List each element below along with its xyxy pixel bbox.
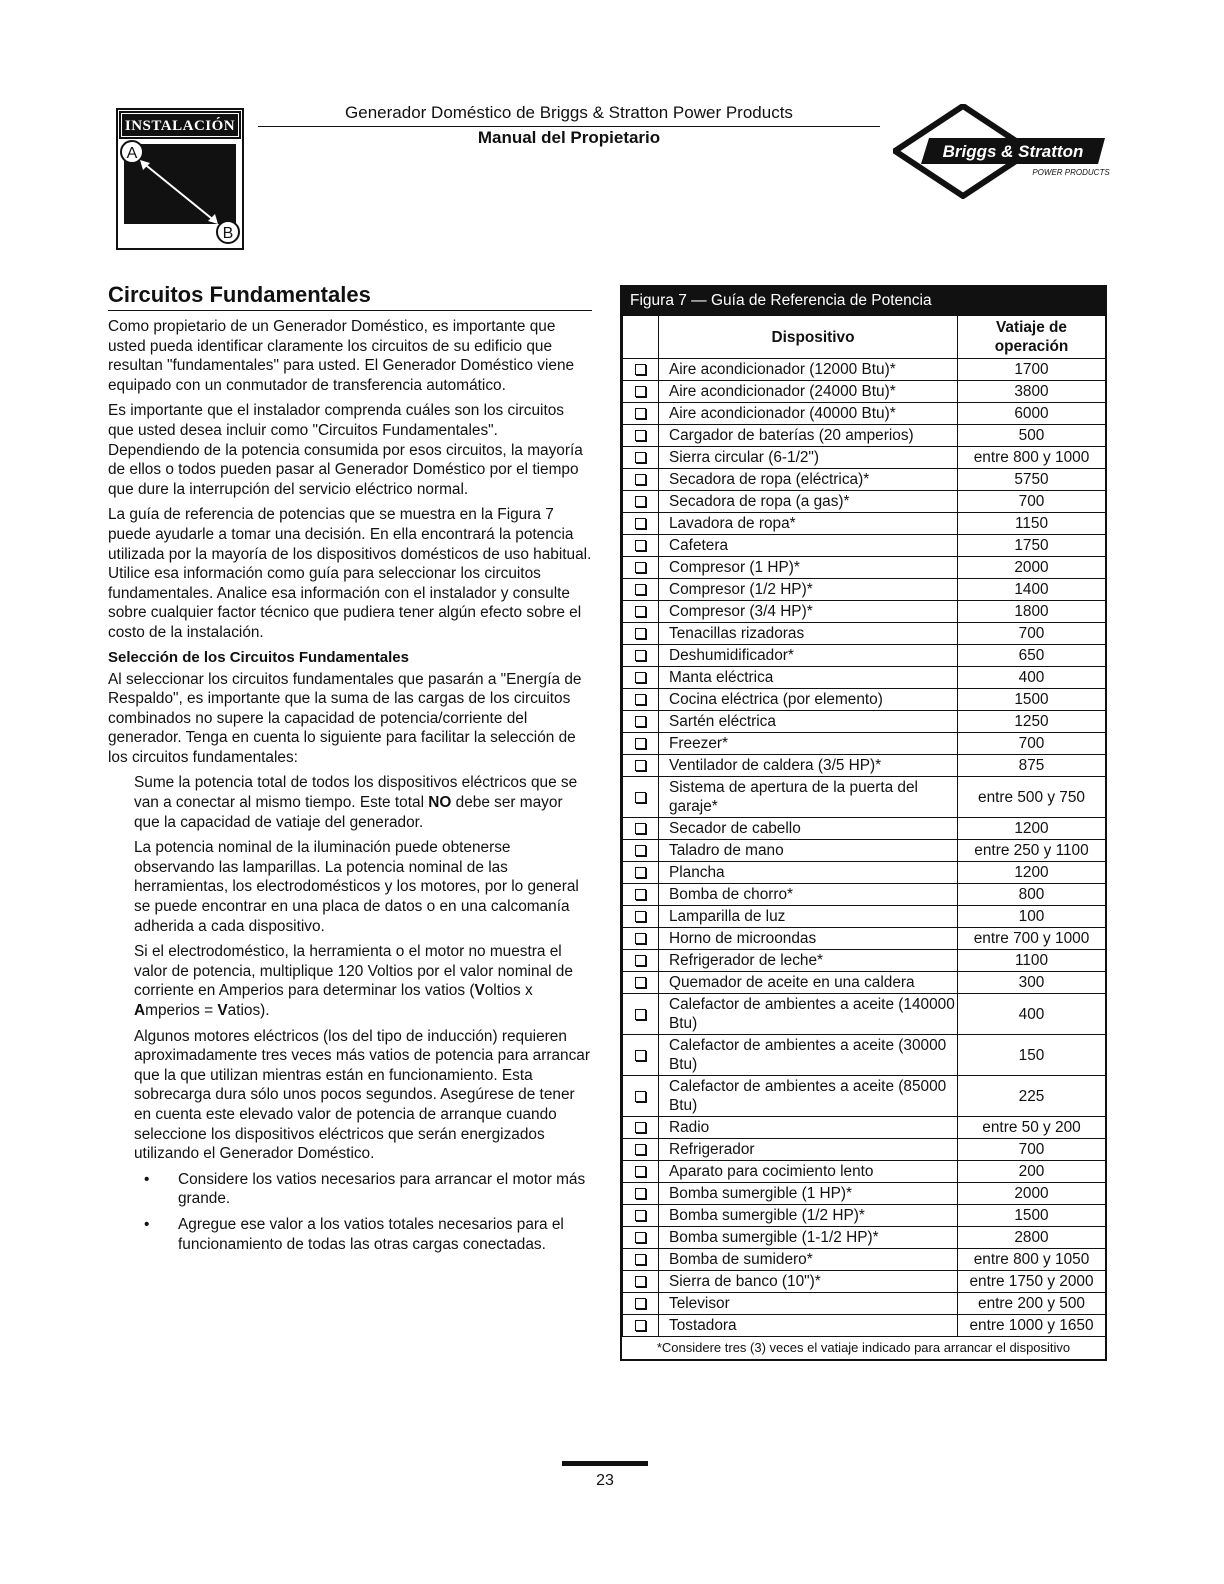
row-checkbox-cell[interactable] bbox=[623, 359, 659, 381]
table-row bbox=[623, 469, 1106, 491]
watts-cell: 800 bbox=[958, 884, 1106, 906]
checkbox-icon[interactable] bbox=[635, 738, 646, 749]
table-row bbox=[623, 733, 1106, 755]
row-checkbox-cell[interactable] bbox=[623, 1117, 659, 1139]
checkbox-icon[interactable] bbox=[635, 845, 646, 856]
watts-cell: 1500 bbox=[958, 1205, 1106, 1227]
table-row bbox=[623, 689, 1106, 711]
checkbox-icon[interactable] bbox=[635, 716, 646, 727]
row-checkbox-cell[interactable] bbox=[623, 1293, 659, 1315]
table-row bbox=[623, 1161, 1106, 1183]
device-cell: Compresor (1/2 HP)* bbox=[659, 579, 958, 601]
watts-cell: 700 bbox=[958, 733, 1106, 755]
device-cell: Ventilador de caldera (3/5 HP)* bbox=[659, 755, 958, 777]
row-checkbox-cell[interactable] bbox=[623, 840, 659, 862]
row-checkbox-cell[interactable] bbox=[623, 928, 659, 950]
checkbox-icon[interactable] bbox=[635, 1210, 646, 1221]
device-cell: Secadora de ropa (a gas)* bbox=[659, 491, 958, 513]
table-header-row bbox=[623, 316, 1106, 359]
table-row bbox=[623, 1205, 1106, 1227]
table-row bbox=[623, 777, 1106, 818]
checkbox-icon[interactable] bbox=[635, 1166, 646, 1177]
device-cell: Calefactor de ambientes a aceite (140000 Btu) bbox=[659, 994, 958, 1035]
watts-cell: 1100 bbox=[958, 950, 1106, 972]
device-cell: Bomba sumergible (1-1/2 HP)* bbox=[659, 1227, 958, 1249]
paragraph-induction-motors: Algunos motores eléctricos (los del tipo de inducción) requieren aproximadamente tres veces más vatios de potencia para arrancar que la que utilizan mientras están en funcionamiento. Esta sobrecarga dura sólo unos pocos segundos. Asegúrese de tener en cuenta este elevado valor de potencia de arranque cuando seleccione los dispositivos eléctricos que serán energizados utilizando el Generador Doméstico. bbox=[134, 1027, 590, 1163]
table-row bbox=[623, 557, 1106, 579]
device-cell: Tenacillas rizadoras bbox=[659, 623, 958, 645]
checkbox-icon[interactable] bbox=[635, 518, 646, 529]
watts-cell: 2000 bbox=[958, 1183, 1106, 1205]
paragraph-guide: La guía de referencia de potencias que se muestra en la Figura 7 puede ayudarle a tomar una decisión. En ella encontrará la potencia utilizada por la mayoría de los dispositivos domésticos de uso habitual. Utilice esa información como guía para seleccionar los circuitos fundamentales. Analice esa información con el instalador y consulte sobre cualquier factor técnico que pudiera tener algún efecto sobre el costo de la instalación. bbox=[108, 506, 592, 641]
device-cell: Bomba sumergible (1/2 HP)* bbox=[659, 1205, 958, 1227]
device-cell: Bomba de sumidero* bbox=[659, 1249, 958, 1271]
device-cell: Sartén eléctrica bbox=[659, 711, 958, 733]
point-b-label: B bbox=[222, 225, 234, 242]
checkbox-icon[interactable] bbox=[635, 364, 646, 375]
watts-column-header: Vatiaje de operación bbox=[958, 316, 1106, 359]
watts-cell: 5750 bbox=[958, 469, 1106, 491]
device-cell: Secador de cabello bbox=[659, 818, 958, 840]
checkbox-icon[interactable] bbox=[635, 496, 646, 507]
row-checkbox-cell[interactable] bbox=[623, 994, 659, 1035]
checkbox-icon[interactable] bbox=[635, 792, 646, 803]
checkbox-icon[interactable] bbox=[635, 628, 646, 639]
watts-cell: entre 50 y 200 bbox=[958, 1117, 1106, 1139]
watts-cell: 1200 bbox=[958, 818, 1106, 840]
checkbox-icon[interactable] bbox=[635, 1122, 646, 1133]
logo-wordmark: Briggs & Stratton bbox=[942, 142, 1084, 161]
row-checkbox-cell[interactable] bbox=[623, 777, 659, 818]
watts-cell: 1150 bbox=[958, 513, 1106, 535]
table-row bbox=[623, 928, 1106, 950]
page-number-bar bbox=[562, 1461, 648, 1466]
checkbox-icon[interactable] bbox=[635, 1276, 646, 1287]
checkbox-column-header bbox=[623, 316, 659, 359]
device-cell: Taladro de mano bbox=[659, 840, 958, 862]
table-row bbox=[623, 950, 1106, 972]
device-cell: Aire acondicionador (40000 Btu)* bbox=[659, 403, 958, 425]
bullet-mark: • bbox=[144, 1215, 150, 1233]
watts-cell: 700 bbox=[958, 623, 1106, 645]
row-checkbox-cell[interactable] bbox=[623, 623, 659, 645]
row-checkbox-cell[interactable] bbox=[623, 491, 659, 513]
row-checkbox-cell[interactable] bbox=[623, 972, 659, 994]
checkbox-icon[interactable] bbox=[635, 386, 646, 397]
watts-cell: 2800 bbox=[958, 1227, 1106, 1249]
device-cell: Cargador de baterías (20 amperios) bbox=[659, 425, 958, 447]
table-row bbox=[623, 535, 1106, 557]
watts-cell: 700 bbox=[958, 491, 1106, 513]
watts-cell: 6000 bbox=[958, 403, 1106, 425]
watts-cell: 200 bbox=[958, 1161, 1106, 1183]
device-cell: Cocina eléctrica (por elemento) bbox=[659, 689, 958, 711]
device-cell: Manta eléctrica bbox=[659, 667, 958, 689]
checkbox-icon[interactable] bbox=[635, 1050, 646, 1061]
row-checkbox-cell[interactable] bbox=[623, 884, 659, 906]
row-checkbox-cell[interactable] bbox=[623, 513, 659, 535]
table-row bbox=[623, 1249, 1106, 1271]
row-checkbox-cell[interactable] bbox=[623, 733, 659, 755]
checkbox-icon[interactable] bbox=[635, 408, 646, 419]
table-row bbox=[623, 513, 1106, 535]
watts-cell: entre 250 y 1100 bbox=[958, 840, 1106, 862]
section-title: Circuitos Fundamentales bbox=[108, 283, 592, 311]
row-checkbox-cell[interactable] bbox=[623, 1183, 659, 1205]
watts-cell: 1500 bbox=[958, 689, 1106, 711]
device-cell: Quemador de aceite en una caldera bbox=[659, 972, 958, 994]
device-cell: Aire acondicionador (24000 Btu)* bbox=[659, 381, 958, 403]
watts-cell: entre 1750 y 2000 bbox=[958, 1271, 1106, 1293]
row-checkbox-cell[interactable] bbox=[623, 1271, 659, 1293]
checkbox-icon[interactable] bbox=[635, 540, 646, 551]
table-row bbox=[623, 711, 1106, 733]
checkbox-icon[interactable] bbox=[635, 672, 646, 683]
table-row bbox=[623, 906, 1106, 928]
device-cell: Deshumidificador* bbox=[659, 645, 958, 667]
table-row bbox=[623, 1117, 1106, 1139]
watts-cell: 400 bbox=[958, 667, 1106, 689]
row-checkbox-cell[interactable] bbox=[623, 906, 659, 928]
table-row bbox=[623, 1076, 1106, 1117]
device-cell: Aire acondicionador (12000 Btu)* bbox=[659, 359, 958, 381]
row-checkbox-cell[interactable] bbox=[623, 862, 659, 884]
device-cell: Bomba sumergible (1 HP)* bbox=[659, 1183, 958, 1205]
row-checkbox-cell[interactable] bbox=[623, 755, 659, 777]
checkbox-icon[interactable] bbox=[635, 977, 646, 988]
row-checkbox-cell[interactable] bbox=[623, 689, 659, 711]
row-checkbox-cell[interactable] bbox=[623, 1205, 659, 1227]
checkbox-icon[interactable] bbox=[635, 650, 646, 661]
installation-label: INSTALACIÓN bbox=[121, 113, 239, 137]
checkbox-icon[interactable] bbox=[635, 867, 646, 878]
table-row bbox=[623, 1293, 1106, 1315]
watts-cell: 100 bbox=[958, 906, 1106, 928]
watts-cell: entre 700 y 1000 bbox=[958, 928, 1106, 950]
watts-cell: entre 200 y 500 bbox=[958, 1293, 1106, 1315]
row-checkbox-cell[interactable] bbox=[623, 1227, 659, 1249]
row-checkbox-cell[interactable] bbox=[623, 425, 659, 447]
paragraph-lighting: La potencia nominal de la iluminación puede obtenerse observando las lamparillas. La potencia nominal de las herramientas, los electrodomésticos y los motores, por lo general se puede encontrar en una placa de datos o en una calcomanía adherida a cada dispositivo. bbox=[134, 839, 579, 935]
table-row bbox=[623, 840, 1106, 862]
table-row bbox=[623, 1183, 1106, 1205]
checkbox-icon[interactable] bbox=[635, 823, 646, 834]
checkbox-icon[interactable] bbox=[635, 1091, 646, 1102]
table-row bbox=[623, 403, 1106, 425]
briggs-stratton-logo bbox=[893, 104, 1113, 199]
row-checkbox-cell[interactable] bbox=[623, 667, 659, 689]
checkbox-icon[interactable] bbox=[635, 1298, 646, 1309]
checkbox-icon[interactable] bbox=[635, 430, 646, 441]
row-checkbox-cell[interactable] bbox=[623, 645, 659, 667]
checkbox-icon[interactable] bbox=[635, 584, 646, 595]
device-cell: Plancha bbox=[659, 862, 958, 884]
checkbox-icon[interactable] bbox=[635, 911, 646, 922]
table-row bbox=[623, 818, 1106, 840]
document-subtitle: Manual del Propietario bbox=[477, 128, 661, 147]
table-row bbox=[623, 1271, 1106, 1293]
row-checkbox-cell[interactable] bbox=[623, 403, 659, 425]
watts-cell: 1700 bbox=[958, 359, 1106, 381]
row-checkbox-cell[interactable] bbox=[623, 469, 659, 491]
watts-cell: 300 bbox=[958, 972, 1106, 994]
device-cell: Sierra de banco (10")* bbox=[659, 1271, 958, 1293]
row-checkbox-cell[interactable] bbox=[623, 579, 659, 601]
checkbox-icon[interactable] bbox=[635, 1254, 646, 1265]
device-cell: Sierra circular (6-1/2") bbox=[659, 447, 958, 469]
table-row bbox=[623, 1315, 1106, 1337]
device-cell: Horno de microondas bbox=[659, 928, 958, 950]
table-row bbox=[623, 1035, 1106, 1076]
row-checkbox-cell[interactable] bbox=[623, 818, 659, 840]
row-checkbox-cell[interactable] bbox=[623, 535, 659, 557]
watts-cell: entre 800 y 1050 bbox=[958, 1249, 1106, 1271]
page-number: 23 bbox=[596, 1472, 614, 1489]
checkbox-icon[interactable] bbox=[635, 933, 646, 944]
device-cell: Sistema de apertura de la puerta del garaje* bbox=[659, 777, 958, 818]
row-checkbox-cell[interactable] bbox=[623, 557, 659, 579]
row-checkbox-cell[interactable] bbox=[623, 601, 659, 623]
paragraph-formula: Si el electrodoméstico, la herramienta o el motor no muestra el valor de potencia, multiplique 120 Voltios por el valor nominal de corriente en Amperios para determinar los vatios (Voltios x Amperios = Vatios). bbox=[134, 943, 573, 1019]
checkbox-icon[interactable] bbox=[635, 1232, 646, 1243]
device-cell: Lamparilla de luz bbox=[659, 906, 958, 928]
watts-cell: 1200 bbox=[958, 862, 1106, 884]
paragraph-intro: Como propietario de un Generador Doméstico, es importante que usted pueda identificar claramente los circuitos de su edificio que resultan "fundamentales" para usted. El Generador Doméstico viene equipado con un conmutador de transferencia automático. bbox=[108, 318, 575, 394]
table-row bbox=[623, 381, 1106, 403]
device-cell: Secadora de ropa (eléctrica)* bbox=[659, 469, 958, 491]
table-row bbox=[623, 972, 1106, 994]
device-cell: Calefactor de ambientes a aceite (30000 Btu) bbox=[659, 1035, 958, 1076]
checkbox-icon[interactable] bbox=[635, 1009, 646, 1020]
watts-cell: 1800 bbox=[958, 601, 1106, 623]
point-a-label: A bbox=[126, 145, 138, 162]
device-cell: Refrigerador de leche* bbox=[659, 950, 958, 972]
power-reference-table bbox=[622, 315, 1106, 1337]
watts-cell: 1250 bbox=[958, 711, 1106, 733]
device-cell: Bomba de chorro* bbox=[659, 884, 958, 906]
table-row bbox=[623, 359, 1106, 381]
device-cell: Calefactor de ambientes a aceite (85000 Btu) bbox=[659, 1076, 958, 1117]
table-row bbox=[623, 755, 1106, 777]
checkbox-icon[interactable] bbox=[635, 889, 646, 900]
table-row bbox=[623, 601, 1106, 623]
bullet-add-loads: • Agregue ese valor a los vatios totales necesarios para el funcionamiento de todas las otras cargas conectadas. bbox=[144, 1215, 564, 1253]
checkbox-icon[interactable] bbox=[635, 474, 646, 485]
device-cell: Compresor (1 HP)* bbox=[659, 557, 958, 579]
paragraph-selection: Al seleccionar los circuitos fundamentales que pasarán a "Energía de Respaldo", es importante que la suma de las cargas de los circuitos combinados no supere la capacidad de potencia/corriente del generador. Tenga en cuenta lo siguiente para facilitar la selección de los circuitos fundamentales: bbox=[108, 670, 582, 766]
row-checkbox-cell[interactable] bbox=[623, 381, 659, 403]
row-checkbox-cell[interactable] bbox=[623, 1076, 659, 1117]
watts-cell: 400 bbox=[958, 994, 1106, 1035]
row-checkbox-cell[interactable] bbox=[623, 1161, 659, 1183]
device-cell: Refrigerador bbox=[659, 1139, 958, 1161]
table-row bbox=[623, 862, 1106, 884]
watts-cell: 700 bbox=[958, 1139, 1106, 1161]
device-cell: Tostadora bbox=[659, 1315, 958, 1337]
device-cell: Lavadora de ropa* bbox=[659, 513, 958, 535]
watts-cell: 875 bbox=[958, 755, 1106, 777]
watts-cell: 150 bbox=[958, 1035, 1106, 1076]
row-checkbox-cell[interactable] bbox=[623, 1139, 659, 1161]
row-checkbox-cell[interactable] bbox=[623, 1249, 659, 1271]
bullet-largest-motor: • Considere los vatios necesarios para arrancar el motor más grande. bbox=[144, 1170, 586, 1208]
row-checkbox-cell[interactable] bbox=[623, 447, 659, 469]
watts-cell: 500 bbox=[958, 425, 1106, 447]
device-cell: Televisor bbox=[659, 1293, 958, 1315]
table-row bbox=[623, 447, 1106, 469]
watts-cell: entre 500 y 750 bbox=[958, 777, 1106, 818]
subsection-title: Selección de los Circuitos Fundamentales bbox=[108, 648, 409, 666]
a-to-b-connection-icon bbox=[118, 138, 242, 248]
row-checkbox-cell[interactable] bbox=[623, 1035, 659, 1076]
paragraph-sum-power: Sume la potencia total de todos los dispositivos eléctricos que se van a conectar al mismo tiempo. Este total NO debe ser mayor que la capacidad de vatiaje del generador. bbox=[134, 774, 578, 831]
table-row bbox=[623, 491, 1106, 513]
header-rule bbox=[258, 126, 880, 127]
checkbox-icon[interactable] bbox=[635, 1320, 646, 1331]
watts-cell: entre 800 y 1000 bbox=[958, 447, 1106, 469]
device-cell: Freezer* bbox=[659, 733, 958, 755]
table-row bbox=[623, 667, 1106, 689]
power-reference-figure bbox=[620, 285, 1107, 1361]
watts-cell: entre 1000 y 1650 bbox=[958, 1315, 1106, 1337]
row-checkbox-cell[interactable] bbox=[623, 950, 659, 972]
device-cell: Radio bbox=[659, 1117, 958, 1139]
checkbox-icon[interactable] bbox=[635, 452, 646, 463]
row-checkbox-cell[interactable] bbox=[623, 711, 659, 733]
table-row bbox=[623, 1227, 1106, 1249]
checkbox-icon[interactable] bbox=[635, 1188, 646, 1199]
table-row bbox=[623, 994, 1106, 1035]
watts-cell: 650 bbox=[958, 645, 1106, 667]
watts-cell: 3800 bbox=[958, 381, 1106, 403]
device-cell: Compresor (3/4 HP)* bbox=[659, 601, 958, 623]
document-title: Generador Doméstico de Briggs & Stratton Power Products bbox=[345, 103, 793, 122]
checkbox-icon[interactable] bbox=[635, 955, 646, 966]
device-column-header: Dispositivo bbox=[659, 316, 958, 359]
table-row bbox=[623, 645, 1106, 667]
checkbox-icon[interactable] bbox=[635, 1144, 646, 1155]
table-footnote: *Considere tres (3) veces el vatiaje indicado para arrancar el dispositivo bbox=[656, 1340, 1071, 1355]
bullet-mark: • bbox=[144, 1170, 150, 1188]
table-row bbox=[623, 425, 1106, 447]
checkbox-icon[interactable] bbox=[635, 562, 646, 573]
main-text-column bbox=[108, 283, 592, 1260]
watts-cell: 1400 bbox=[958, 579, 1106, 601]
watts-cell: 1750 bbox=[958, 535, 1106, 557]
checkbox-icon[interactable] bbox=[635, 694, 646, 705]
checkbox-icon[interactable] bbox=[635, 606, 646, 617]
device-cell: Aparato para cocimiento lento bbox=[659, 1161, 958, 1183]
row-checkbox-cell[interactable] bbox=[623, 1315, 659, 1337]
watts-cell: 2000 bbox=[958, 557, 1106, 579]
paragraph-installer: Es importante que el instalador comprenda cuáles son los circuitos que usted desea incluir como "Circuitos Fundamentales". Dependiendo de la potencia consumida por esos circuitos, la mayoría de ellos o todos pueden pasar al Generador Doméstico por el tiempo que dure la interrupción del servicio eléctrico normal. bbox=[108, 402, 583, 498]
table-row bbox=[623, 579, 1106, 601]
figure-title: Figura 7 — Guía de Referencia de Potencia bbox=[622, 287, 1105, 315]
logo-subtext: POWER PRODUCTS bbox=[1032, 168, 1110, 177]
watts-cell: 225 bbox=[958, 1076, 1106, 1117]
checkbox-icon[interactable] bbox=[635, 760, 646, 771]
table-row bbox=[623, 623, 1106, 645]
table-row bbox=[623, 884, 1106, 906]
device-cell: Cafetera bbox=[659, 535, 958, 557]
table-row bbox=[623, 1139, 1106, 1161]
installation-badge bbox=[116, 108, 244, 250]
